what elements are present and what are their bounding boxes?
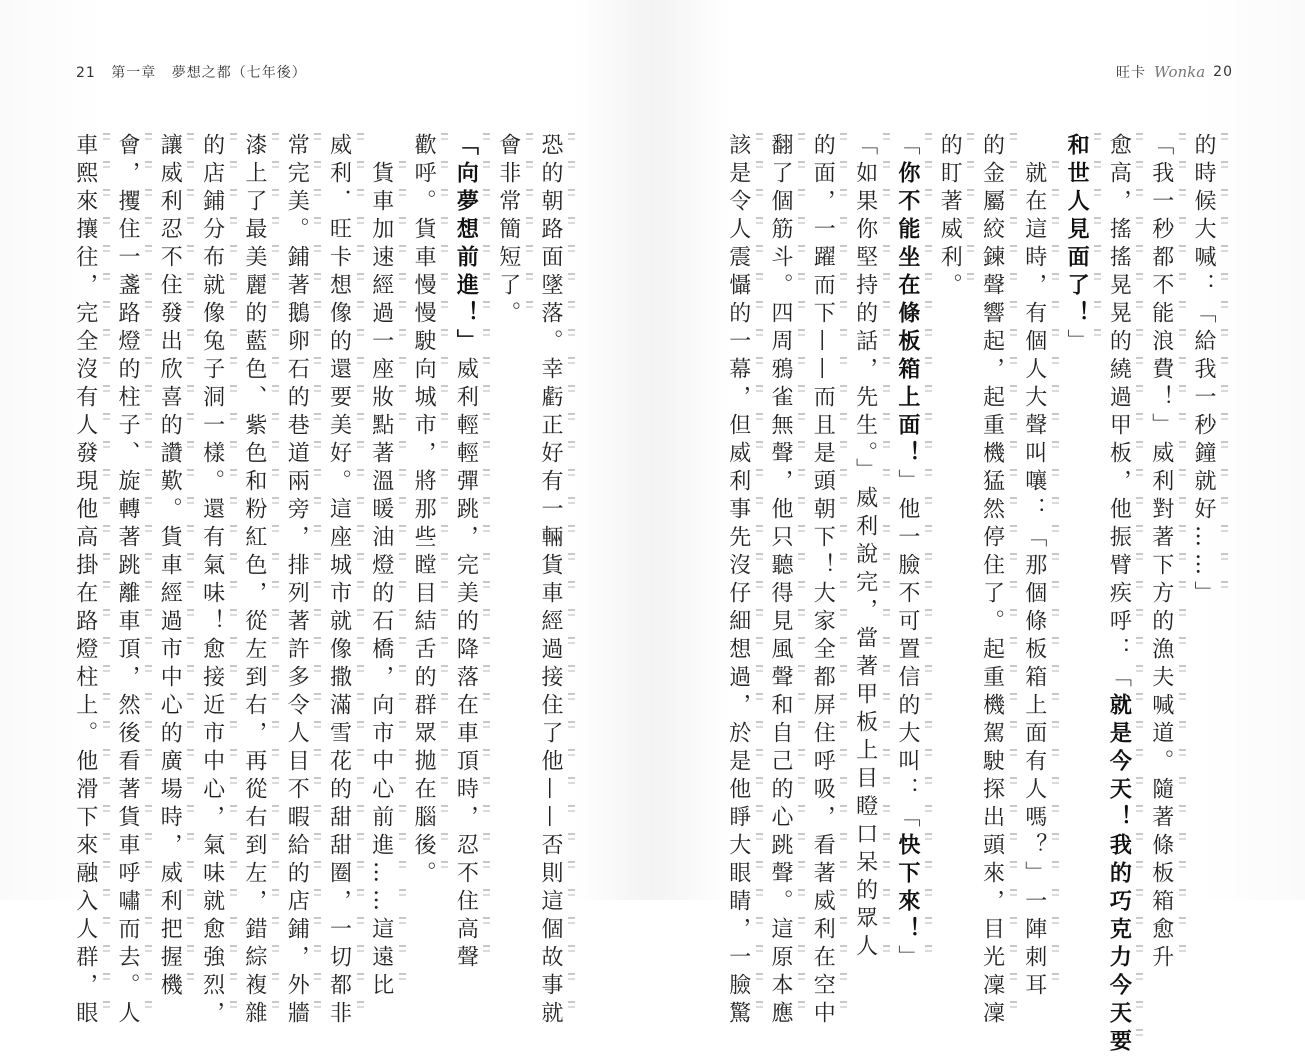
text-column [1190, 133, 1216, 609]
text-column [1148, 133, 1174, 973]
text-column [114, 133, 140, 1029]
body-text: 車熙來攘往，完全沒有人發現他高掛在路燈柱上。他滑下來融入人群，眼 [72, 133, 98, 1029]
body-text: 」 [1064, 329, 1090, 357]
body-text: 恐的朝路面墜落。幸虧正好有一輛貨車經過接住了他——否則這個故事就 [538, 133, 563, 1029]
text-column [936, 133, 962, 301]
body-text: 該是令人震懾的一幕，但威利事先沒仔細想過，於是他睜大眼睛，一臉驚 [725, 133, 751, 1029]
text-column [894, 133, 920, 973]
text-column [767, 133, 793, 1029]
text-column [410, 133, 436, 889]
text-column [368, 161, 394, 1001]
body-text: 威利輕輕彈跳，完美的降落在車頂時，忍不住高聲 [453, 357, 479, 973]
left-running-header [76, 62, 317, 82]
emphasized-dialogue: 和世人見面了！ [1064, 133, 1090, 329]
body-text: 貨車加速經過一座妝點著溫暖油燈的石橋，向市中心前進……這遠比 [368, 161, 394, 1001]
body-text: 」他一臉不可置信的大叫：「 [894, 469, 920, 833]
text-column [241, 133, 267, 1029]
text-column [72, 133, 98, 1029]
body-text: 歡呼。貨車慢慢駛向城市，將那些瞠目結舌的群眾拋在腦後。 [411, 133, 437, 889]
body-text: 的店鋪分布就像兔子洞一樣。還有氣味！愈接近市中心，氣味就愈強烈， [199, 133, 225, 1029]
text-column [537, 133, 563, 1029]
body-text: 的面，一躍而下——而且是頭朝下！大家全都屏住呼吸，看著威利在空中 [810, 133, 836, 1029]
body-text: 會，攫住一盞路燈的柱子、旋轉著跳離車頂，然後看著貨車呼嘯而去。人 [115, 133, 140, 1029]
book-title: 旺卡 [1116, 65, 1147, 81]
chapter-label: 第一章 [111, 65, 157, 81]
body-text: 常完美。鋪著鵝卵石的巷道兩旁，排列著許多令人目不暇給的店鋪，外牆 [284, 133, 310, 1029]
body-text: 就在這時，有個人大聲叫嚷：「那個條板箱上面有人嗎？」一陣刺耳 [1021, 161, 1047, 1001]
chapter-title: 夢想之都（七年後） [171, 65, 307, 81]
text-column [1063, 133, 1089, 357]
body-text: 讓威利忍不住發出欣喜的讚歎。貨車經過市中心的廣場時，威利把握機 [157, 133, 183, 1001]
body-text: 威利．旺卡想像的還要美好。這座城市就像撒滿雪花的甜甜圈，一切都非 [326, 133, 352, 1029]
body-text: 」 [894, 945, 920, 973]
body-text: 的時候大喊：「給我一秒鐘就好……」 [1191, 133, 1216, 609]
body-text: 會非常簡短了。 [495, 133, 521, 329]
emphasized-dialogue: 快下來！ [894, 833, 920, 945]
right-running-header [1116, 62, 1233, 82]
right-page-number: 20 [1213, 64, 1233, 80]
body-text: 翻了個筋斗。四周鴉雀無聲，他只聽得見風聲和自己的心跳聲。這原本應 [768, 133, 793, 1029]
body-text: 愈高，搖搖晃晃的繞過甲板，他振臂疾呼：「 [1106, 133, 1132, 693]
text-column [979, 133, 1005, 1029]
body-text: 漆上了最美麗的藍色、紫色和粉紅色，從左到右，再從右到左，錯綜複雜 [241, 133, 267, 1029]
text-column [495, 133, 521, 329]
text-column [283, 133, 309, 1029]
text-column [199, 133, 225, 1029]
text-column [1105, 133, 1131, 1057]
body-text: 「如果你堅持的話，先生。」威利說完，當著甲板上目瞪口呆的眾人 [852, 133, 878, 962]
text-column [725, 133, 751, 1029]
text-column [1021, 161, 1047, 1001]
text-column [156, 133, 182, 1001]
body-text: 的金屬絞鍊聲響起，起重機猛然停住了。起重機駕駛探出頭來，目光凜凜 [979, 133, 1005, 1029]
text-column [809, 133, 835, 1029]
text-column [326, 133, 352, 1029]
body-text: 的盯著威利。 [937, 133, 963, 301]
wonka-logo: Wonka [1154, 63, 1206, 81]
left-page-number: 21 [76, 65, 96, 81]
emphasized-dialogue: 你不能坐在條板箱上面！ [894, 161, 920, 469]
text-column [452, 133, 478, 973]
body-text: 「我一秒都不能浪費！」威利對著下方的漁夫喊道。隨著條板箱愈升 [1148, 133, 1174, 973]
emphasized-dialogue: 就是今天！我的巧克力今天要 [1106, 693, 1132, 1057]
emphasized-dialogue: 「向夢想前進！」 [453, 133, 479, 357]
text-column [852, 133, 878, 962]
body-text: 「 [894, 133, 920, 161]
